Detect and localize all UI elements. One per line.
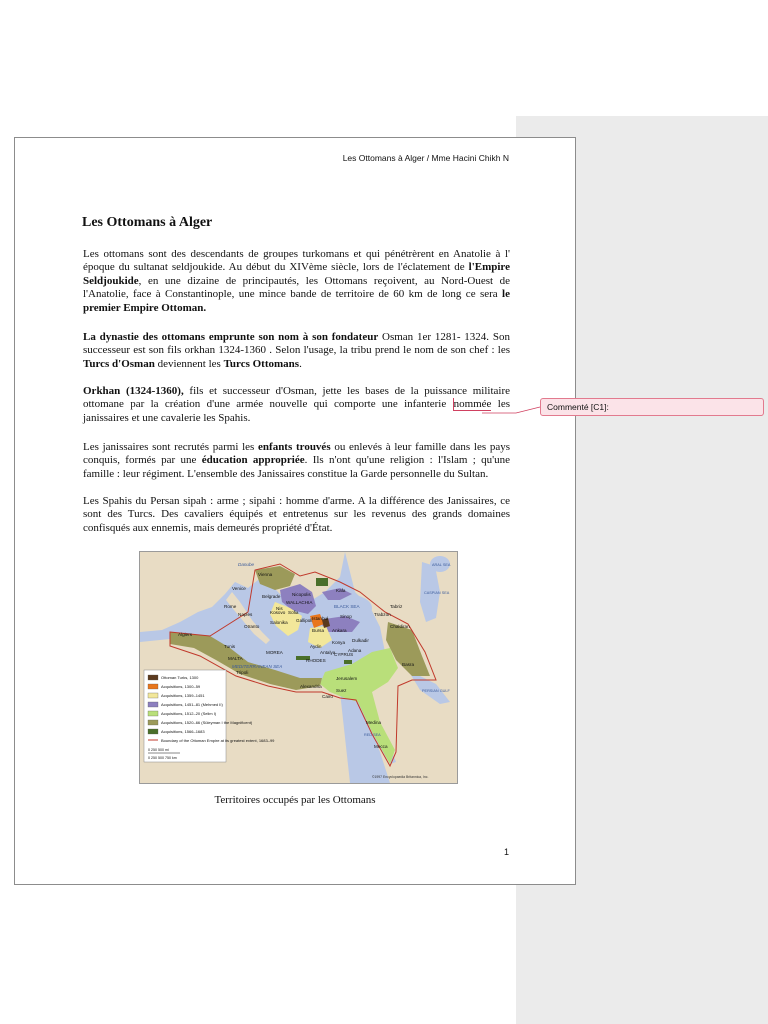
map-label: Algiers — [178, 632, 193, 637]
map-label: Alexandria — [300, 684, 322, 689]
map-label: Gallipoli — [296, 618, 313, 623]
legend-swatch — [148, 702, 158, 707]
legend-swatch — [148, 684, 158, 689]
map-label: Ankara — [332, 628, 347, 633]
map-label: Tunis — [224, 644, 236, 649]
map-label: Antalya — [320, 650, 336, 655]
map-label: Nis — [276, 606, 283, 611]
legend-label: Ottoman Turks, 1300 — [161, 675, 199, 680]
map-label: Sofia — [288, 610, 299, 615]
document-title: Les Ottomans à Alger — [82, 215, 213, 230]
map-label: Bursa — [312, 628, 325, 633]
legend-label: Acquisitions, 1359–1451 — [161, 693, 205, 698]
map-label: Tabriz — [390, 604, 403, 609]
map-label: Aydin — [310, 644, 322, 649]
map-label: Mecca — [374, 744, 388, 749]
legend-label: Acquisitions, 1520–66 (Süleyman I the Magnificent) — [161, 720, 253, 725]
map-label: Belgrade — [262, 594, 281, 599]
paragraph-origins: Les ottomans sont des descendants de groupes turkomans et qui pénétrèrent en Anatolie à l' époque du sultanat seldjoukide. Au début du XIVème siècle, lors de l'éclatement de l'Empire Seldjoukide, en une dizaine de principautés, les Ottomans reçoivent, au Nord-Ouest de l'Anatolie, face à Constantinople, une mince bande de territoire de 60 km de long ce sera le premier Empire Ottoman. — [83, 248, 510, 314]
map-label: Suez — [336, 688, 347, 693]
legend-label: Boundary of the Ottoman Empire at its greatest extent, 1683–99 — [161, 738, 275, 743]
page-header: Les Ottomans à Alger / Mme Hacini Chikh N — [342, 153, 509, 163]
map-label: Kafa — [336, 588, 346, 593]
comment-balloon[interactable] — [540, 398, 764, 416]
legend-swatch — [148, 675, 158, 680]
map-label: Chaldiran — [390, 624, 410, 629]
map-label: Otranto — [244, 624, 260, 629]
paragraph-dynasty: La dynastie des ottomans emprunte son nom à son fondateur Osman 1er 1281- 1324. Son successeur est son fils orkhan 1324-1360 . Selon l'usage, la tribu prend le nom de son chef : les Turcs d'Osman deviennent les Turcs Ottomans. — [83, 331, 510, 370]
map-label: Adana — [348, 648, 362, 653]
legend-label: Acquisitions, 1512–20 (Selim I) — [161, 711, 217, 716]
map-label: Cairo — [322, 694, 333, 699]
ottoman-empire-map — [139, 551, 458, 784]
map-label: MALTA — [228, 656, 243, 661]
map-label: MEDITERRANEAN SEA — [232, 664, 283, 669]
paragraph-janissaries: Les janissaires sont recrutés parmi les enfants trouvés ou enlevés à leur famille dans les pays conquis, formés par une éducation appropriée. Ils n'ont qu'une religion : l'Islam ; qu'une famille : leur régiment. L'ensemble des Janissaires constitue la Garde personnelle du Sultan. — [83, 441, 510, 480]
legend-swatch — [148, 711, 158, 716]
map-credit: ©1997 Encyclopaedia Britannica, Inc. — [372, 775, 429, 779]
map-label: Medina — [366, 720, 382, 725]
map-label: Danube — [238, 562, 255, 567]
paragraph-orkhan: Orkhan (1324-1360), fils et successeur d'Osman, jette les bases de la puissance militaire ottomane par la création d'une armée nouvelle qui comporte une infanterie nommée les janissaires et une cavalerie les Spahis. — [83, 385, 510, 424]
legend-label: Acquisitions, 1300–59 — [161, 684, 201, 689]
scale-miles: 0 250 500 mi — [148, 748, 169, 752]
map-label: Sinop — [340, 614, 352, 619]
map-label: Vienna — [258, 572, 273, 577]
map-label: Rome — [224, 604, 237, 609]
legend-swatch — [148, 720, 158, 725]
map-label: Dulkadir — [352, 638, 369, 643]
map-label: Nicopolis — [292, 592, 311, 597]
map-label: BLACK SEA — [334, 604, 360, 609]
scale-km: 0 250 500 750 km — [148, 756, 177, 760]
page-number: 1 — [503, 847, 509, 857]
legend-swatch — [148, 693, 158, 698]
legend-label: Acquisitions, 1566–1683 — [161, 729, 205, 734]
map-label: Trabzon — [374, 612, 391, 617]
legend-label: Acquisitions, 1451–81 (Mehmed II) — [161, 702, 223, 707]
map-label: Salonika — [270, 620, 288, 625]
figure-caption: Territoires occupés par les Ottomans — [214, 794, 376, 806]
map-label: MOREA — [266, 650, 283, 655]
map-label: Konya — [332, 640, 346, 645]
map-label: ARAL SEA — [432, 563, 451, 567]
map-label: CASPIAN SEA — [424, 591, 450, 595]
map-label: Istanbul — [312, 616, 329, 621]
comment-anchor-text[interactable]: nommée — [453, 398, 492, 411]
map-label: Naples — [238, 612, 253, 617]
map-label: PERSIAN GULF — [422, 689, 450, 693]
legend-swatch — [148, 729, 158, 734]
map-label: Venice — [232, 586, 246, 591]
map-label: Basra — [402, 662, 415, 667]
map-label: RHODES — [306, 658, 326, 663]
document-page — [14, 137, 576, 885]
map-label: Kosovo — [270, 610, 286, 615]
paragraph-spahis: Les Spahis du Persan sipah : arme ; sipahi : homme d'arme. A la différence des Janissaires, ce sont des Turcs. Des cavaliers équipés et entretenus sur les revenus des grands domaines confisqués aux ennemis, mais demeurés propriété d'État. — [83, 495, 510, 534]
map-label: WALLACHIA — [286, 600, 313, 605]
map-label: RED SEA — [364, 733, 381, 737]
map-label: Tripoli — [236, 670, 249, 675]
map-label: Jerusalem — [336, 676, 358, 681]
comment-label: Commenté [C1]: — [547, 402, 609, 412]
map-label: CYPRUS — [334, 652, 354, 657]
